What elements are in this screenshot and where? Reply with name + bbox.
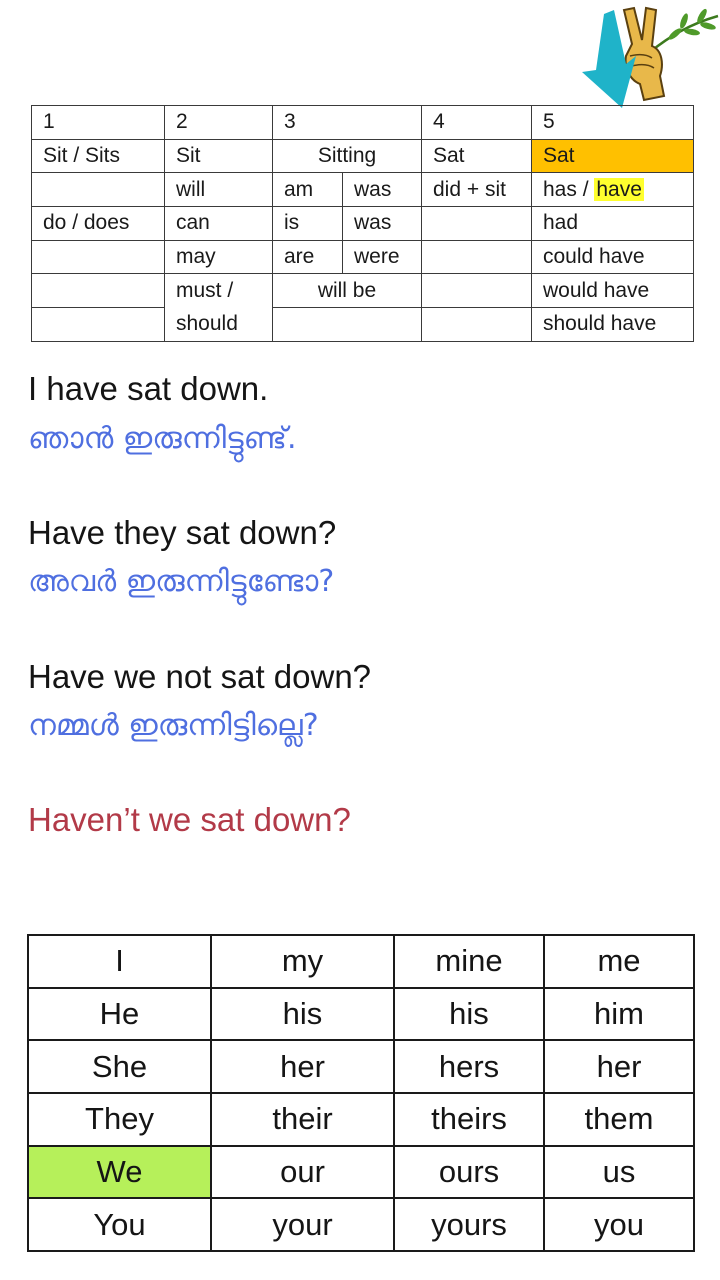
sentence-malayalam: ഞാൻ ഇരുന്നിട്ടുണ്ട്. — [28, 421, 297, 456]
table-cell: They — [28, 1093, 211, 1146]
table-cell: could have — [532, 240, 694, 274]
table-cell — [32, 308, 165, 342]
table-cell: your — [211, 1198, 394, 1251]
table-cell: will — [165, 173, 273, 207]
table-cell — [422, 308, 532, 342]
table-cell: should have — [532, 308, 694, 342]
table-cell: Sitting — [273, 139, 422, 173]
header-cell: 4 — [422, 106, 532, 140]
header-cell: 2 — [165, 106, 273, 140]
table-cell — [422, 207, 532, 241]
table-cell: was — [343, 173, 422, 207]
verb-table-row — [32, 173, 694, 207]
table-cell: us — [544, 1146, 694, 1199]
sentence-malayalam: നമ്മൾ ഇരുന്നിട്ടില്ലെ? — [28, 708, 319, 743]
olive-branch-icon — [650, 8, 718, 52]
table-cell — [32, 240, 165, 274]
header-cell: 1 — [32, 106, 165, 140]
table-cell: would have — [532, 274, 694, 308]
table-cell: Sat — [422, 139, 532, 173]
pronoun-row — [28, 1198, 694, 1251]
pronoun-row — [28, 1146, 694, 1199]
table-cell: my — [211, 935, 394, 988]
peace-hand-decoration — [580, 4, 720, 116]
table-cell: yours — [394, 1198, 544, 1251]
pronoun-row — [28, 988, 694, 1041]
table-cell: was — [343, 207, 422, 241]
table-cell: She — [28, 1040, 211, 1093]
sentence-malayalam: അവർ ഇരുന്നിട്ടുണ്ടോ? — [28, 564, 335, 599]
verb-forms-table — [31, 105, 694, 342]
cell-text: should — [176, 312, 238, 336]
table-cell — [422, 274, 532, 308]
table-cell: I — [28, 935, 211, 988]
table-cell: had — [532, 207, 694, 241]
table-cell — [422, 240, 532, 274]
table-cell: her — [211, 1040, 394, 1093]
table-cell — [165, 274, 273, 341]
table-cell — [32, 173, 165, 207]
header-cell: 5 — [532, 106, 694, 140]
cell-text: must / — [176, 279, 234, 303]
table-cell: do / does — [32, 207, 165, 241]
table-cell: our — [211, 1146, 394, 1199]
table-cell: theirs — [394, 1093, 544, 1146]
table-cell: him — [544, 988, 694, 1041]
header-cell: 3 — [273, 106, 422, 140]
sentence-english: I have sat down. — [28, 370, 269, 407]
verb-table-row — [32, 207, 694, 241]
table-cell: can — [165, 207, 273, 241]
highlighted-cell: Sat — [532, 139, 694, 173]
table-cell: hers — [394, 1040, 544, 1093]
table-cell: their — [211, 1093, 394, 1146]
verb-table-row — [32, 240, 694, 274]
peace-hand-icon — [624, 8, 664, 100]
table-cell: He — [28, 988, 211, 1041]
verb-table-row — [32, 274, 694, 308]
pronoun-table — [27, 934, 695, 1252]
highlighted-cell: We — [28, 1146, 211, 1199]
table-cell: are — [273, 240, 343, 274]
table-cell — [273, 308, 422, 342]
verb-table-row — [32, 308, 694, 342]
table-cell: You — [28, 1198, 211, 1251]
table-cell: Sit / Sits — [32, 139, 165, 173]
table-cell: mine — [394, 935, 544, 988]
table-cell: his — [394, 988, 544, 1041]
table-cell: his — [211, 988, 394, 1041]
pronoun-row — [28, 1093, 694, 1146]
table-cell: you — [544, 1198, 694, 1251]
table-cell: her — [544, 1040, 694, 1093]
sentence-english: Have they sat down? — [28, 514, 337, 551]
cell-text: has / — [543, 177, 595, 201]
table-cell: am — [273, 173, 343, 207]
table-cell: were — [343, 240, 422, 274]
table-cell — [532, 173, 694, 207]
table-cell: will be — [273, 274, 422, 308]
verb-table-row — [32, 139, 694, 173]
table-cell: ours — [394, 1146, 544, 1199]
pronoun-row — [28, 935, 694, 988]
table-cell: me — [544, 935, 694, 988]
verb-table-header-row — [32, 106, 694, 140]
table-cell: did + sit — [422, 173, 532, 207]
table-cell: is — [273, 207, 343, 241]
sentence-contraction: Haven’t we sat down? — [28, 801, 351, 838]
pronoun-row — [28, 1040, 694, 1093]
table-cell: Sit — [165, 139, 273, 173]
table-cell — [32, 274, 165, 308]
table-cell: may — [165, 240, 273, 274]
highlighted-word: have — [596, 177, 642, 201]
sentence-english: Have we not sat down? — [28, 658, 372, 695]
table-cell: them — [544, 1093, 694, 1146]
